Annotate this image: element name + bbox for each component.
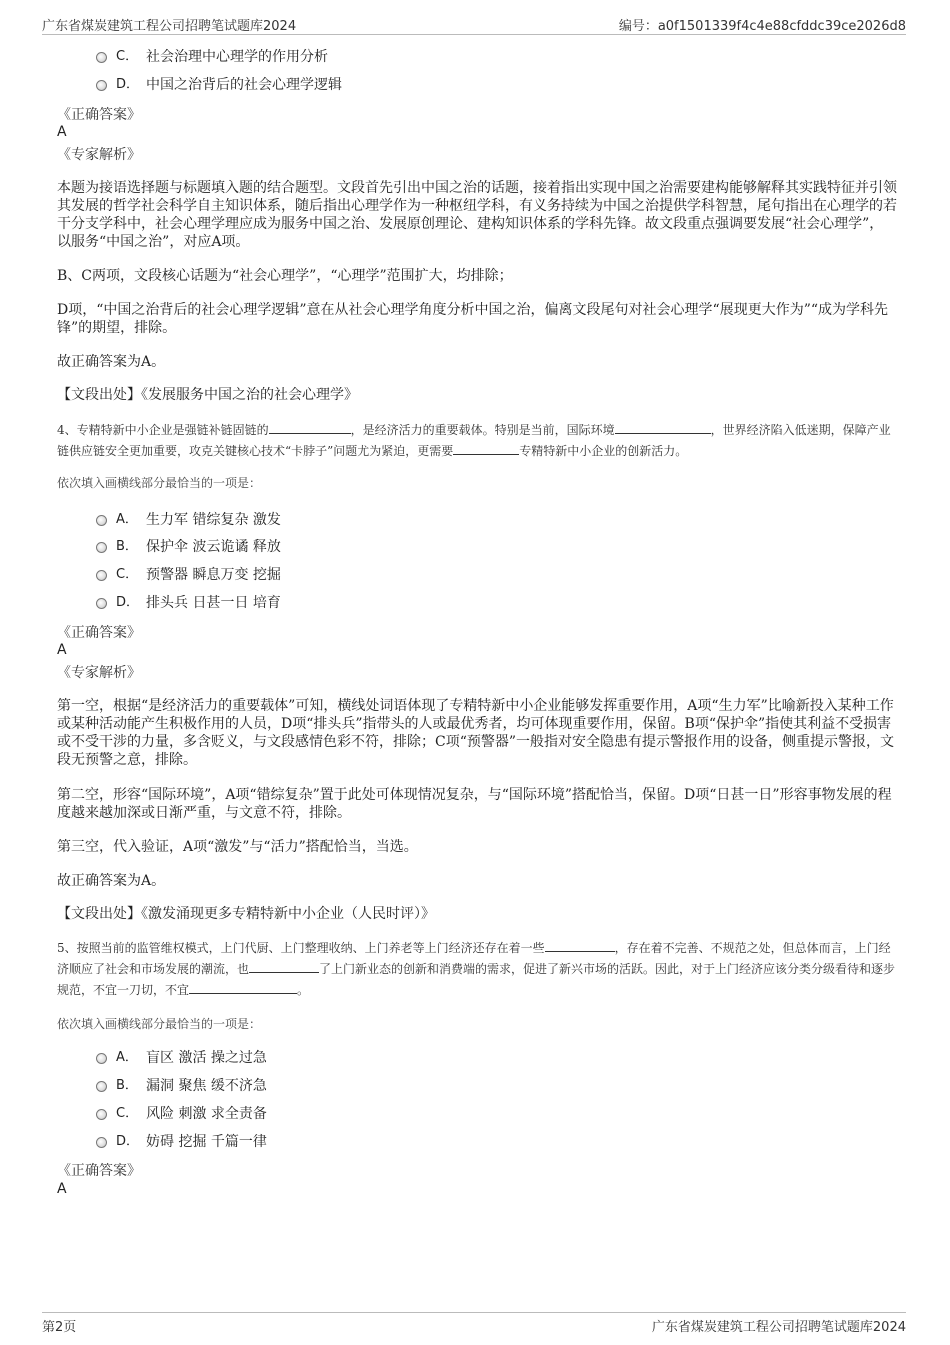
footer-title: 广东省煤炭建筑工程公司招聘笔试题库2024 [651,1320,906,1335]
q4-analysis-p4: 故正确答案为A。 [57,873,166,889]
radio-icon[interactable] [96,1137,107,1148]
option-text: 风险 刺激 求全责备 [146,1106,267,1122]
option-text: 漏洞 聚焦 缓不济急 [146,1078,267,1094]
q4-text-2: ，是经济活力的重要载体。特别是当前，国际环境 [350,423,615,437]
q4-instruction: 依次填入画横线部分最恰当的一项是： [57,476,262,490]
radio-icon[interactable] [96,1053,107,1064]
header-title: 广东省煤炭建筑工程公司招聘笔试题库2024 [42,19,297,34]
q5-answer: A [57,1181,67,1197]
option-letter: C． [116,1106,139,1121]
q5-text-4: 。 [297,983,310,997]
q5-blank-3[interactable] [189,981,297,994]
q3-analysis-label: 《专家解析》 [57,147,141,163]
option-letter: B． [116,539,138,554]
option-text: 社会治理中心理学的作用分析 [146,49,328,65]
q5-option-b[interactable] [96,1077,267,1095]
q4-option-a[interactable] [96,511,281,529]
radio-icon[interactable] [96,570,107,581]
q4-analysis-p2: 第二空，形容“国际环境”，A项“错综复杂”置于此处可体现情况复杂，与“国际环境”搭配恰当，保留。D项“日甚一日”形容事物发展的程度越来越加深或日渐严重，与文意不符，排除。 [57,787,892,821]
page-footer [42,1312,906,1335]
option-text: 妨碍 挖掘 千篇一律 [146,1134,267,1150]
option-text: 保护伞 波云诡谲 释放 [146,539,281,555]
option-text: 预警器 瞬息万变 挖掘 [146,567,281,583]
option-letter: D． [116,77,140,92]
radio-icon[interactable] [96,52,107,63]
option-text: 生力军 错综复杂 激发 [146,512,281,528]
q4-answer: A [57,642,67,658]
q5-blank-1[interactable] [545,939,615,952]
q4-text-1: 4、专精特新中小企业是强链补链固链的 [57,423,269,437]
q3-analysis-p3: D项，“中国之治背后的社会心理学逻辑”意在从社会心理学角度分析中国之治，偏离文段尾句对社会心理学“展现更大作为”“成为学科先锋”的期望，排除。 [57,302,889,336]
q3-answer-label: 《正确答案》 [57,107,141,123]
q3-analysis-p2: B、C两项，文段核心话题为“社会心理学”，“心理学”范围扩大，均排除； [57,268,513,284]
q5-text-1: 5、按照当前的监管维权模式，上门代厨、上门整理收纳、上门养老等上门经济还存在着一些 [57,941,545,955]
option-letter: C． [116,49,139,64]
q3-analysis-p1: 本题为接语选择题与标题填入题的结合题型。文段首先引出中国之治的话题，接着指出实现中国之治需要建构能够解释其实践特征并引领其发展的哲学社会科学自主知识体系，随后指出心理学作为一种枢纽学科，有义务持续为中国之治提供学科智慧，尾句指出在心理学的若干分支学科中，社会心理学理应成为服务中国之治、发展原创理论、建构知识体系的学科先锋。故文段重点强调要发展“社会心理学”，以服务“中国之治”，对应A项。 [57,180,897,250]
q5-question [57,938,897,1001]
option-text: 排头兵 日甚一日 培育 [146,595,281,611]
q4-source: 【文段出处】《激发涌现更多专精特新中小企业（人民时评）》 [57,906,435,922]
radio-icon[interactable] [96,1081,107,1092]
option-letter: A． [116,512,138,527]
page-header [42,12,906,35]
q5-option-a[interactable] [96,1049,267,1067]
option-letter: C． [116,567,139,582]
q4-text-4: 专精特新中小企业的创新活力。 [519,444,688,458]
q5-text-2: ，存在着不完善、不规范之处，但总体而言，上门经济顺应了社会和市场发展的潮流，也 [57,941,891,976]
radio-icon[interactable] [96,1109,107,1120]
q5-instruction: 依次填入画横线部分最恰当的一项是： [57,1017,262,1031]
q3-answer: A [57,124,67,140]
q4-text-3: ，世界经济陷入低迷期，保障产业链供应链安全更加重要，攻克关键核心技术“卡脖子”问题尤为紧迫，更需要 [57,423,891,458]
q4-blank-1[interactable] [269,421,351,434]
q4-question [57,420,897,462]
header-doc-id: 编号：a0f1501339f4c4e88cfddc39ce2026d8 [618,19,906,34]
q4-option-b[interactable] [96,538,281,556]
option-letter: D． [116,1134,140,1149]
q3-source: 【文段出处】《发展服务中国之治的社会心理学》 [57,387,358,403]
page-number: 第2页 [42,1320,77,1335]
q4-analysis-label: 《专家解析》 [57,665,141,681]
radio-icon[interactable] [96,80,107,91]
q3-analysis-p4: 故正确答案为A。 [57,354,166,370]
q5-text-3: 了上门新业态的创新和消费端的需求，促进了新兴市场的活跃。因此，对于上门经济应该分类分级看待和逐步规范，不宜一刀切，不宜 [57,962,896,997]
q5-option-c[interactable] [96,1105,267,1123]
q4-option-c[interactable] [96,566,281,584]
option-letter: D． [116,595,140,610]
option-letter: A． [116,1050,138,1065]
q4-analysis-p1: 第一空，根据“是经济活力的重要载体”可知，横线处词语体现了专精特新中小企业能够发挥重要作用，A项“生力军”比喻新投入某种工作或某种活动能产生积极作用的人员，D项“排头兵”指带头的人或最优秀者，均可体现重要作用，保留。B项“保护伞”指使其利益不受损害或不受干涉的力量，多含贬义，与文段感情色彩不符，排除；C项“预警器”一般指对安全隐患有提示警报作用的设备，侧重提示警报，文段无预警之意，排除。 [57,698,895,768]
q5-option-d[interactable] [96,1133,267,1151]
q4-option-d[interactable] [96,594,281,612]
radio-icon[interactable] [96,515,107,526]
q4-answer-label: 《正确答案》 [57,625,141,641]
q4-blank-2[interactable] [615,421,711,434]
q3-option-c[interactable] [96,48,328,66]
q4-blank-3[interactable] [453,442,519,455]
radio-icon[interactable] [96,598,107,609]
q3-option-d[interactable] [96,76,342,94]
radio-icon[interactable] [96,542,107,553]
q5-blank-2[interactable] [249,960,319,973]
option-text: 中国之治背后的社会心理学逻辑 [146,77,342,93]
q5-answer-label: 《正确答案》 [57,1163,141,1179]
option-text: 盲区 激活 操之过急 [146,1050,267,1066]
option-letter: B． [116,1078,138,1093]
q4-analysis-p3: 第三空，代入验证，A项“激发”与“活力”搭配恰当，当选。 [57,839,418,855]
